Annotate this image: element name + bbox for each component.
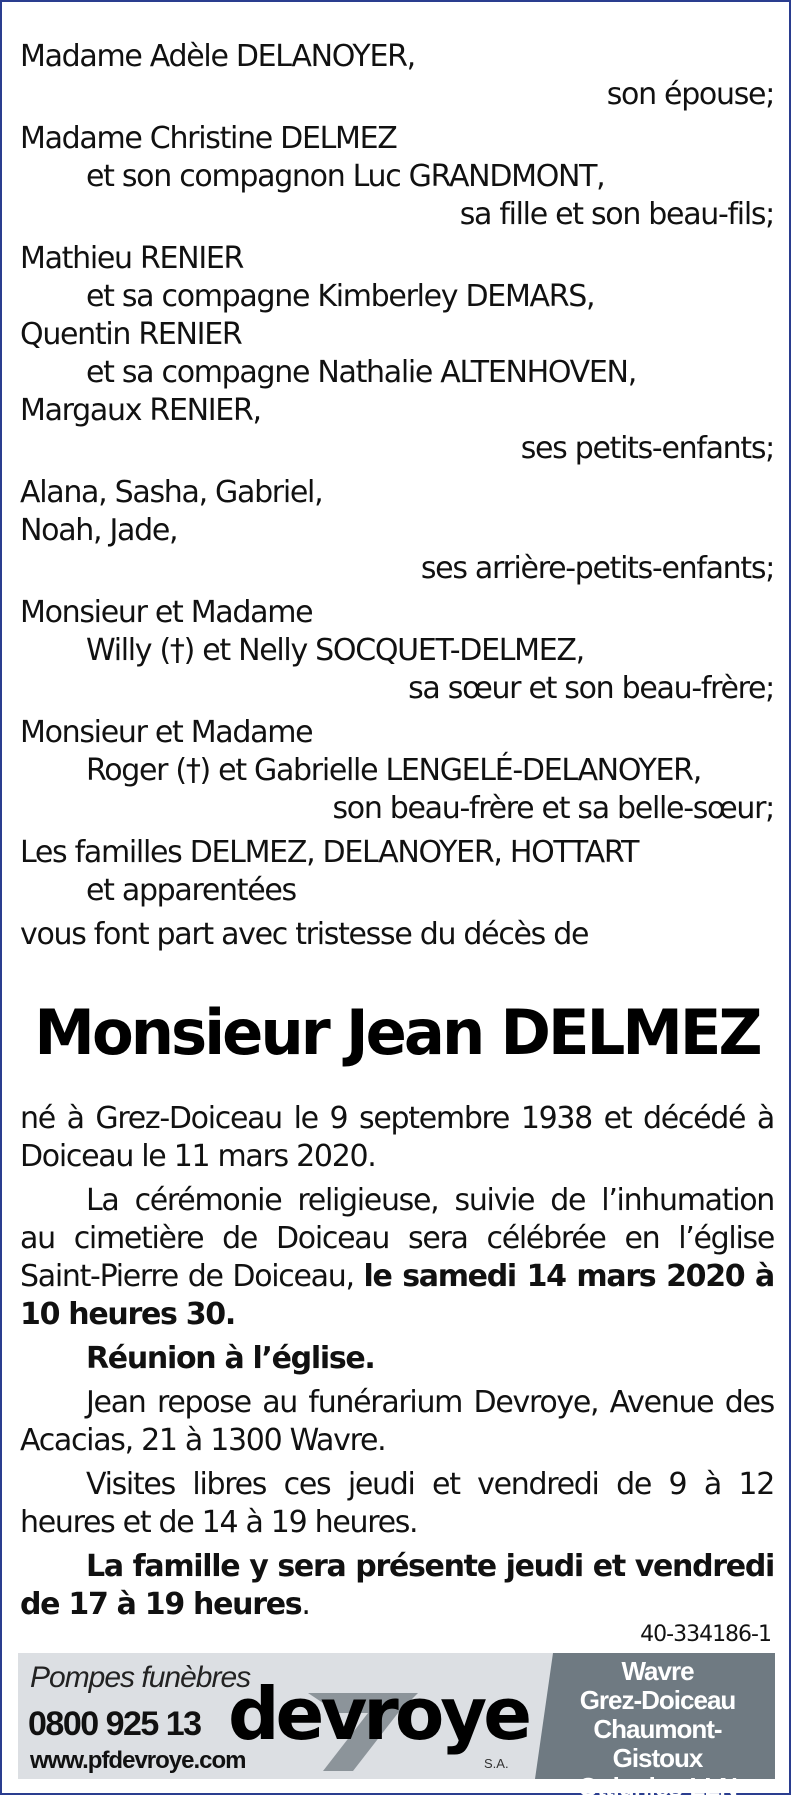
family-line: et son compagnon Luc GRANDMONT, [86,159,605,194]
presence-end: . [301,1587,310,1622]
family-line: Alana, Sasha, Gabriel, [20,475,323,510]
family-line: Monsieur et Madame [20,595,313,630]
presence-text: La famille y sera présente jeudi et vendredi de 17 à 19 heures [20,1549,774,1622]
family-relation: sa fille et son beau-fils; [459,197,774,232]
family-relation: sa sœur et son beau-frère; [408,671,774,706]
funeral-home-banner [18,1653,775,1802]
family-line: et sa compagne Nathalie ALTENHOVEN, [86,355,636,390]
family-relation: son épouse; [606,77,774,112]
phone-number: 0800 925 13 [28,1705,201,1743]
family-line: Madame Christine DELMEZ [20,121,397,156]
ceremony-text: La cérémonie religieuse, suivie de l’inhumation au cimetière de Doiceau sera célébrée en l’église Saint-Pierre de Doiceau, [20,1183,774,1294]
town-item: Chaumont-Gistoux [593,1714,722,1773]
family-line: Noah, Jade, [20,513,178,548]
announcement-line: vous font part avec tristesse du décès de [20,917,589,952]
ceremony-paragraph [20,1182,774,1334]
family-line: Margaux RENIER, [20,393,261,428]
family-line: Madame Adèle DELANOYER, [20,39,415,74]
reference-number: 40-334186-1 [640,1622,771,1647]
deceased-name: Monsieur Jean DELMEZ [34,996,760,1069]
town-item: Grez-Doiceau [579,1685,736,1715]
family-line: Mathieu RENIER [20,241,244,276]
family-relation: ses petits-enfants; [520,431,774,466]
family-line: Les familles DELMEZ, DELANOYER, HOTTART [20,835,639,870]
brand-name: devroye [228,1672,529,1756]
family-line: et apparentées [86,873,296,908]
family-line: Quentin RENIER [20,317,242,352]
town-item: Wavre [621,1656,694,1686]
company-suffix: S.A. [484,1756,509,1771]
meeting-paragraph: Réunion à l’église. [86,1341,375,1376]
notice-body [20,38,774,1624]
birth-death-paragraph: né à Grez-Doiceau le 9 septembre 1938 et décédé à Doiceau le 11 mars 2020. [20,1101,774,1174]
towns-list [550,1657,765,1802]
website-link[interactable]: www.pfdevroye.com [30,1747,246,1774]
family-relation: son beau-frère et sa belle-sœur; [332,791,774,826]
presence-paragraph [20,1548,774,1624]
pompes-funebres-label: Pompes funèbres [30,1661,251,1694]
visits-paragraph: Visites libres ces jeudi et vendredi de 9 à 12 heures et de 14 à 19 heures. [20,1467,774,1540]
family-line: Roger (†) et Gabrielle LENGELÉ-DELANOYER, [86,753,701,788]
family-line: et sa compagne Kimberley DEMARS, [86,279,595,314]
family-relation: ses arrière-petits-enfants; [420,551,774,586]
ceremony-date: le samedi 14 mars 2020 à 10 heures 30. [20,1259,774,1332]
family-line: Willy (†) et Nelly SOCQUET-DELMEZ, [86,633,584,668]
town-item: Ottignies-LLN [578,1772,737,1802]
repose-paragraph: Jean repose au funérarium Devroye, Avenue des Acacias, 21 à 1300 Wavre. [20,1385,774,1458]
family-line: Monsieur et Madame [20,715,313,750]
